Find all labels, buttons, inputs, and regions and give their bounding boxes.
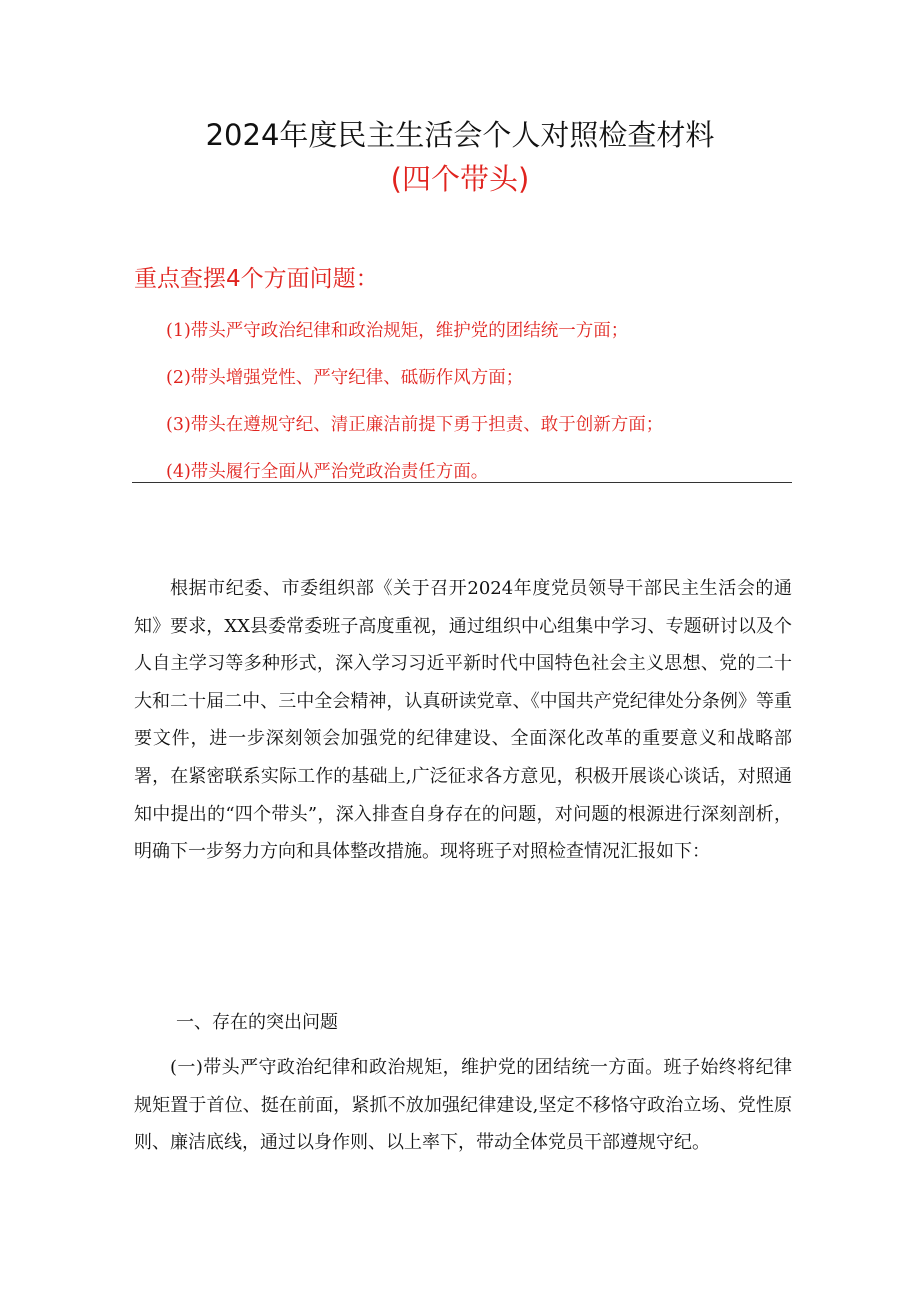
document-subtitle: (四个带头)	[390, 162, 530, 196]
intro-paragraph: 根据市纪委、市委组织部《关于召开2024年度党员领导干部民主生活会的通知》要求，XX县委常委班子高度重视，通过组织中心组集中学习、专题研讨以及个人自主学习等多种形式，深入学习习近平新时代中国特色社会主义思想、党的二十大和二十届二中、三中全会精神，认真研读党章、《中国共产党纪律处分条例》等重要文件，进一步深刻领会加强党的纪律建设、全面深化改革的重要意义和战略部署，在紧密联系实际工作的基础上,广泛征求各方意见，积极开展谈心谈话，对照通知中提出的“四个带头”，深入排查自身存在的问题，对问题的根源进行深刻剖析，明确下一步努力方向和具体整改措施。现将班子对照检查情况汇报如下：	[134, 578, 792, 863]
focus-heading: 重点查摆4个方面问题：	[134, 266, 379, 292]
divider-line	[132, 482, 792, 483]
focus-item-2: (2)带头增强党性、严守纪律、砥砺作风方面；	[166, 368, 524, 388]
section-paragraph: (一)带头严守政治纪律和政治规矩，维护党的团结统一方面。班子始终将纪律规矩置于首位、挺在前面，紧抓不放加强纪律建设,坚定不移恪守政治立场、党性原则、廉洁底线，通过以身作则、以上率下，带动全体党员干部遵规守纪。	[134, 1057, 792, 1154]
focus-item-3: (3)带头在遵规守纪、清正廉洁前提下勇于担责、敢于创新方面；	[166, 415, 664, 435]
focus-item-1: (1)带头严守政治纪律和政治规矩，维护党的团结统一方面；	[166, 321, 629, 341]
section-heading: 一、存在的突出问题	[176, 1012, 338, 1033]
focus-list	[166, 314, 663, 502]
document-title: 2024年度民主生活会个人对照检查材料	[205, 118, 715, 152]
focus-item-4: (4)带头履行全面从严治党政治责任方面。	[166, 462, 489, 482]
